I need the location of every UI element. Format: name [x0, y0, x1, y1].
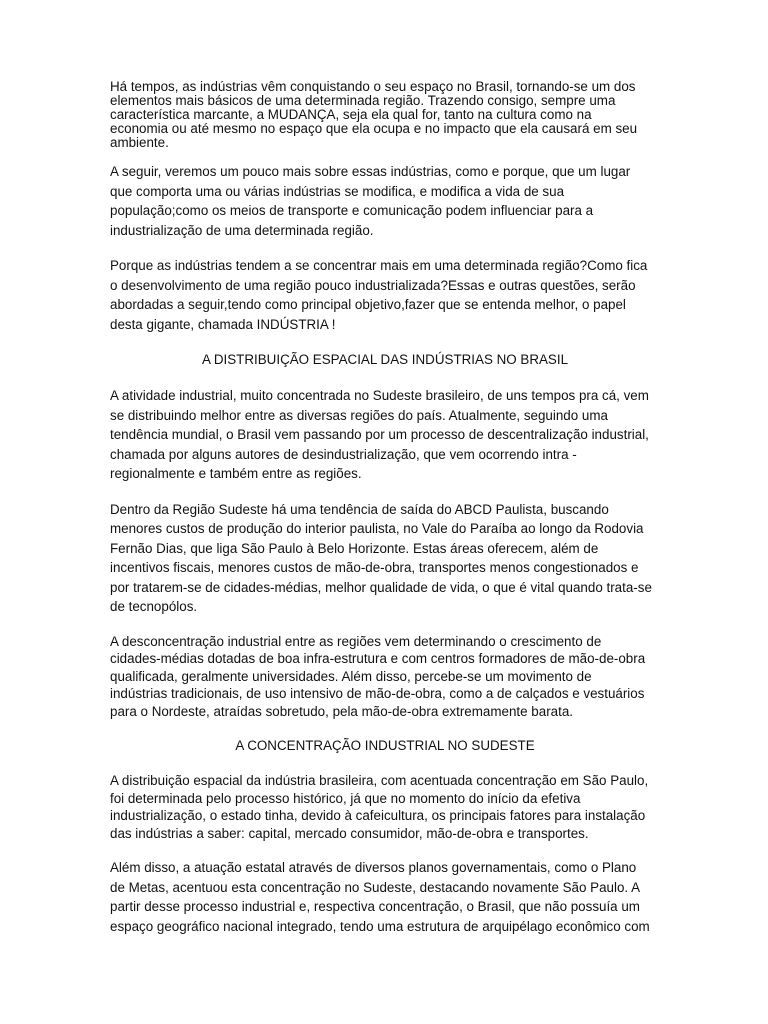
text-line: Fernão Dias, que liga São Paulo à Belo Horizonte. Estas áreas oferecem, além de	[110, 540, 599, 556]
text-line: desta gigante, chamada INDÚSTRIA !	[110, 316, 336, 332]
text-line: Além disso, a atuação estatal através de diversos planos governamentais, como o Plano	[110, 860, 637, 875]
text-line: se distribuindo melhor entre as diversas regiões do país. Atualmente, seguindo uma	[110, 407, 608, 423]
section-heading: A CONCENTRAÇÃO INDUSTRIAL NO SUDESTE	[235, 738, 535, 753]
text-line: Porque as indústrias tendem a se concentrar mais em uma determinada região?Como fica	[110, 258, 648, 273]
text-line: cidades-médias dotadas de boa infra-estrutura e com centros formadores de mão-de-obra	[110, 651, 646, 666]
text-line: ambiente.	[110, 135, 169, 150]
text-line: Há tempos, as indústrias vêm conquistando o seu espaço no Brasil, tornando-se um dos	[110, 79, 636, 94]
text-line: elementos mais básicos de uma determinada região. Trazendo consigo, sempre uma	[110, 93, 616, 108]
text-line: regionalmente e também entre as regiões.	[110, 466, 362, 481]
paragraph-concentration	[110, 772, 660, 842]
text-line: indústrias tradicionais, de uso intensivo de mão-de-obra, como a de calçados e vestuários	[110, 686, 645, 701]
document-page	[110, 80, 660, 936]
text-line: A desconcentração industrial entre as regiões vem determinando o crescimento de	[110, 633, 602, 649]
text-line: das indústrias a saber: capital, mercado consumidor, mão-de-obra e transportes.	[110, 825, 589, 841]
text-line: para o Nordeste, atraídas sobretudo, pela mão-de-obra extremamente barata.	[110, 703, 573, 719]
section-heading: A DISTRIBUIÇÃO ESPACIAL DAS INDÚSTRIAS NO BRASIL	[201, 352, 569, 367]
text-line: abordadas a seguir,tendo como principal objetivo,fazer que se entenda melhor, o papel	[110, 297, 626, 312]
text-line: por tratarem-se de cidades-médias, melhor qualidade de vida, o que é vital quando trata-se	[110, 579, 652, 595]
text-line: o desenvolvimento de uma região pouco industrializada?Essas e outras questões, serão	[110, 277, 636, 293]
text-line: foi determinada pelo processo histórico, já que no momento do início da efetiva	[110, 790, 581, 806]
paragraph-distribution	[110, 386, 660, 484]
text-line: menores custos de produção do interior paulista, no Vale do Paraíba ao longo da Rodovia	[110, 521, 644, 536]
text-line: incentivos fiscais, menores custos de mão-de-obra, transportes menos congestionados e	[110, 560, 639, 575]
text-line: que comporta uma ou várias indústrias se modifica, e modifica a vida de sua	[110, 183, 565, 199]
paragraph-state-action	[110, 858, 660, 936]
text-line: Dentro da Região Sudeste há uma tendência de saída do ABCD Paulista, buscando	[110, 501, 609, 517]
text-line: população;como os meios de transporte e comunicação podem influenciar para a	[110, 203, 594, 218]
text-line: característica marcante, a MUDANÇA, seja ela qual for, tanto na cultura como na	[110, 107, 592, 122]
text-line: industrialização, o estado tinha, devido à cafeicultura, os principais fatores para instalação	[110, 808, 646, 823]
text-line: economia ou até mesmo no espaço que ela ocupa e no impacto que ela causará em seu	[110, 121, 638, 136]
text-line: A atividade industrial, muito concentrada no Sudeste brasileiro, de uns tempos pra cá, vem	[110, 388, 649, 403]
paragraph-questions	[110, 256, 660, 334]
text-line: de tecnopólos.	[110, 599, 198, 614]
text-line: tendência mundial, o Brasil vem passando por um processo de descentralização industrial,	[110, 427, 649, 442]
paragraph-overview	[110, 162, 660, 240]
text-line: de Metas, acentuou esta concentração no Sudeste, destacando novamente São Paulo. A	[110, 879, 641, 895]
text-line: espaço geográfico nacional integrado, tendo uma estrutura de arquipélago econômico com	[110, 918, 650, 934]
paragraph-intro	[110, 80, 660, 150]
text-line: chamada por alguns autores de desindustrialização, que vem ocorrendo intra -	[110, 446, 577, 462]
paragraph-deconcentration	[110, 633, 660, 721]
text-line: qualificada, geralmente universidades. Além disso, percebe-se um movimento de	[110, 668, 592, 684]
paragraph-southeast-region	[110, 500, 660, 617]
text-line: industrialização de uma determinada região.	[110, 222, 374, 238]
text-line: A seguir, veremos um pouco mais sobre essas indústrias, como e porque, que um lugar	[110, 164, 631, 179]
text-line: A distribuição espacial da indústria brasileira, com acentuada concentração em São Paulo,	[110, 773, 649, 788]
text-line: partir desse processo industrial e, respectiva concentração, o Brasil, que não possuía um	[110, 899, 640, 914]
